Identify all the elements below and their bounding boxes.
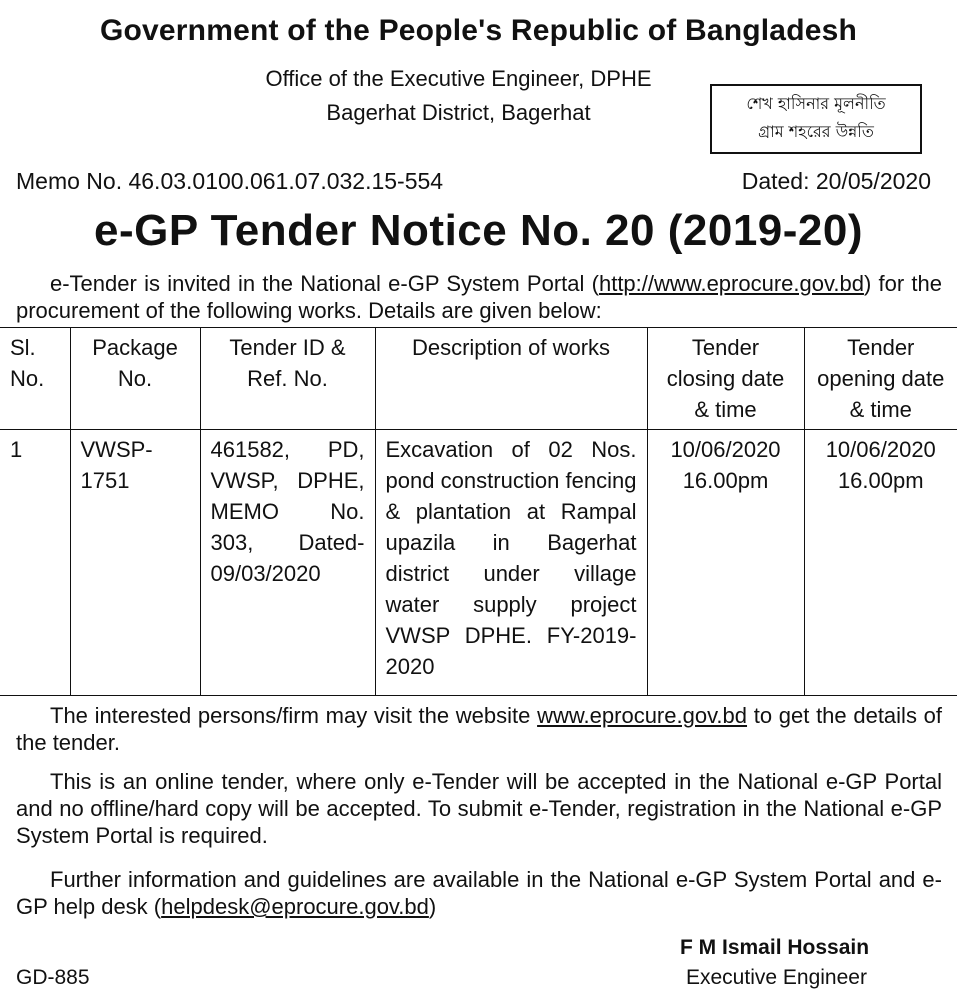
opening-date: 10/06/2020 (825, 437, 936, 462)
p1-text-before: The interested persons/firm may visit the website (50, 703, 538, 728)
p1-text-after: to get the details of the tender. (16, 703, 942, 755)
motto-line-2: গ্রাম শহরের উন্নতি (758, 122, 874, 141)
motto-line-1: শেখ হাসিনার মূলনীতি (746, 94, 886, 113)
district-name: Bagerhat District, Bagerhat (326, 100, 591, 125)
gd-code: GD-885 (16, 966, 90, 989)
government-heading: Government of the People's Republic of Bangladesh (99, 14, 858, 47)
signer-name: F M Ismail Hossain (680, 936, 870, 959)
website-paragraph (16, 702, 942, 756)
header-sl-no: Sl. No. (0, 328, 70, 430)
notice-title: e-GP Tender Notice No. 20 (2019-20) (93, 206, 864, 255)
tender-table (0, 327, 957, 696)
helpdesk-paragraph (16, 866, 942, 920)
intro-text-after: ) for the procurement of the following works. Details are given below: (16, 271, 942, 323)
helpdesk-email-link[interactable]: helpdesk@eprocure.gov.bd (161, 894, 429, 919)
memo-number: Memo No. 46.03.0100.061.07.032.15-554 (16, 168, 444, 194)
header-tender-id: Tender ID & Ref. No. (200, 328, 375, 430)
p3-text-before: Further information and guidelines are available in the National e-GP System Portal and e-GP help desk ( (16, 867, 942, 919)
table-row (0, 430, 957, 696)
cell-sl: 1 (0, 430, 70, 696)
header-description: Description of works (375, 328, 647, 430)
intro-text-before: e-Tender is invited in the National e-GP System Portal ( (50, 271, 599, 296)
signer-designation: Executive Engineer (686, 966, 867, 989)
closing-time: 16.00pm (682, 468, 769, 493)
motto-box (710, 84, 922, 154)
table-header-row (0, 328, 957, 430)
p3-text-after: ) (428, 894, 437, 919)
intro-paragraph (16, 270, 942, 324)
header-opening-date: Tender opening date & time (804, 328, 957, 430)
cell-tender-id: 461582, PD, VWSP, DPHE, MEMO No. 303, Dated-09/03/2020 (200, 430, 375, 696)
online-tender-paragraph: This is an online tender, where only e-Tender will be accepted in the National e-GP Portal and no offline/hard copy will be accepted. To submit e-Tender, registration in the National e-GP System Portal is required. (16, 769, 942, 848)
cell-package: VWSP-1751 (70, 430, 200, 696)
closing-date: 10/06/2020 (670, 437, 781, 462)
cell-closing (647, 430, 804, 696)
header-closing-date: Tender closing date & time (647, 328, 804, 430)
header-package-no: Package No. (70, 328, 200, 430)
office-name: Office of the Executive Engineer, DPHE (265, 66, 652, 91)
memo-date: Dated: 20/05/2020 (741, 168, 931, 194)
cell-description: Excavation of 02 Nos. pond construction fencing & plantation at Rampal upazila in Bagerhat district under village water supply project VWSP DPHE. FY-2019-2020 (375, 430, 647, 696)
cell-opening (804, 430, 957, 696)
website-link[interactable]: www.eprocure.gov.bd (537, 703, 748, 728)
portal-link[interactable]: http://www.eprocure.gov.bd (598, 271, 864, 296)
opening-time: 16.00pm (837, 468, 924, 493)
